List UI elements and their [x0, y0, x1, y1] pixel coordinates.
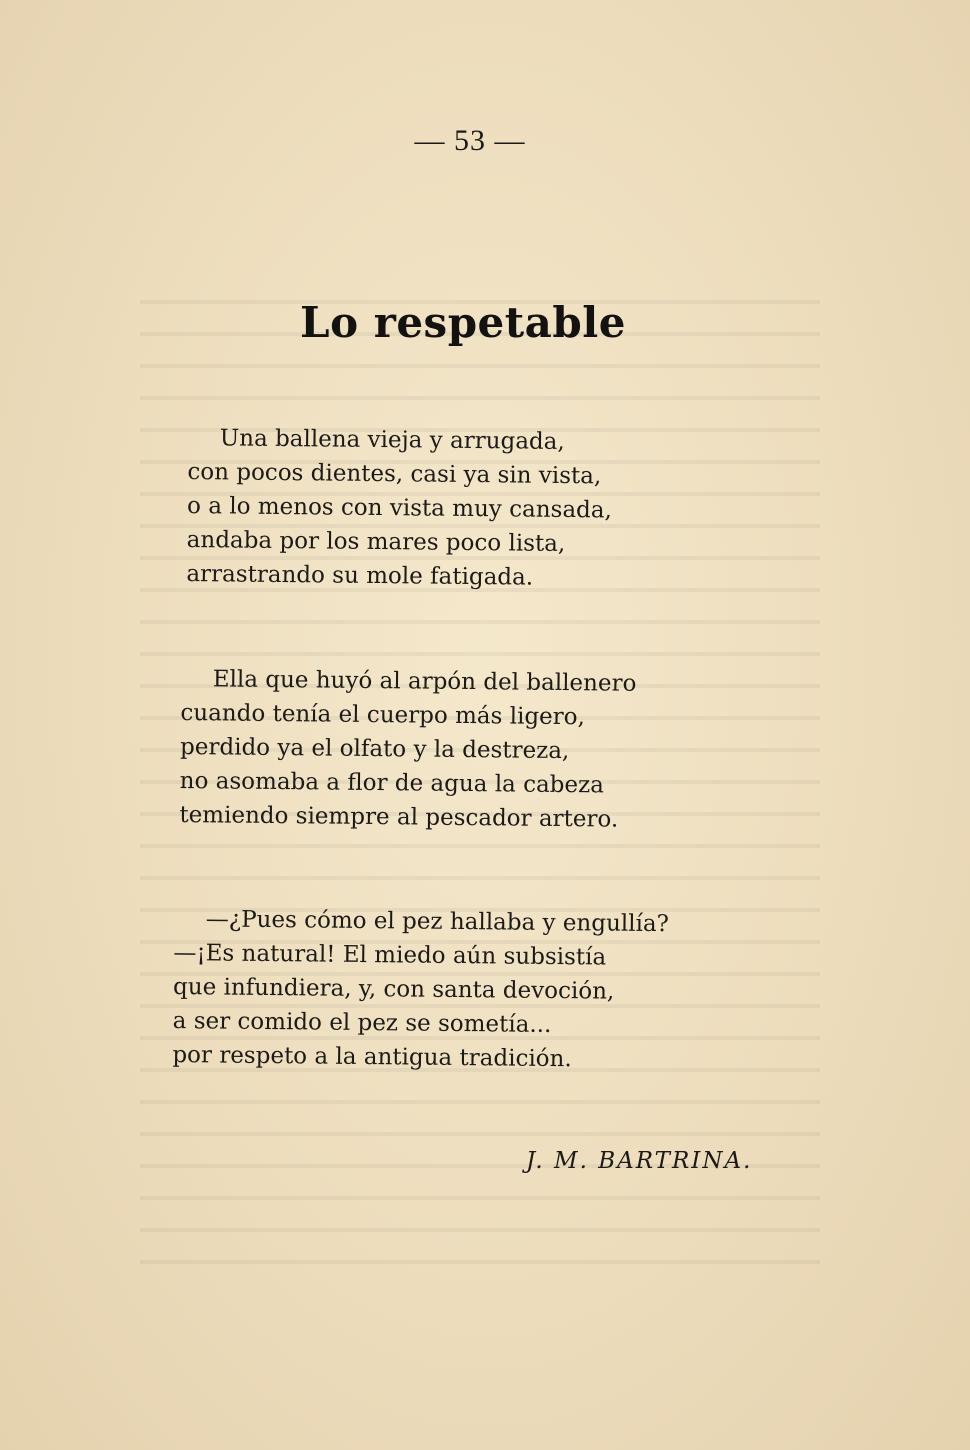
verse-line: cuando tenía el cuerpo más ligero, [180, 699, 586, 731]
verse-line: Ella que huyó al arpón del ballenero [212, 666, 637, 697]
verse-line: no asomaba a flor de agua la cabeza [179, 767, 605, 799]
stanza-1 [186, 421, 613, 595]
poem-title: Lo respetable [300, 298, 626, 347]
stanza-2 [179, 662, 636, 837]
verse-line: por respeto a la antigua tradición. [172, 1041, 572, 1073]
verse-line: —¡Es natural! El miedo aún subsistía [173, 939, 607, 971]
verse-line: a ser comido el pez se sometía... [172, 1007, 552, 1038]
verse-line: perdido ya el olfato y la destreza, [179, 733, 570, 765]
verse-line: con pocos dientes, casi ya sin vista, [187, 458, 602, 490]
verse-line: arrastrando su mole fatigada. [186, 560, 534, 591]
verse-line: —¿Pues cómo el pez hallaba y engullía? [205, 906, 670, 938]
verse-line: andaba por los mares poco lista, [186, 526, 566, 557]
verse-line: Una ballena vieja y arrugada, [219, 425, 565, 455]
verse-line: que infundiera, y, con santa devoción, [172, 973, 615, 1005]
verse-line: temiendo siempre al pescador artero. [179, 801, 619, 833]
page-number: — 53 — [414, 124, 526, 157]
author-signature: J. M. BARTRINA. [526, 1148, 753, 1174]
verse-line: o a lo menos con vista muy cansada, [186, 492, 612, 524]
stanza-3 [172, 902, 669, 1077]
